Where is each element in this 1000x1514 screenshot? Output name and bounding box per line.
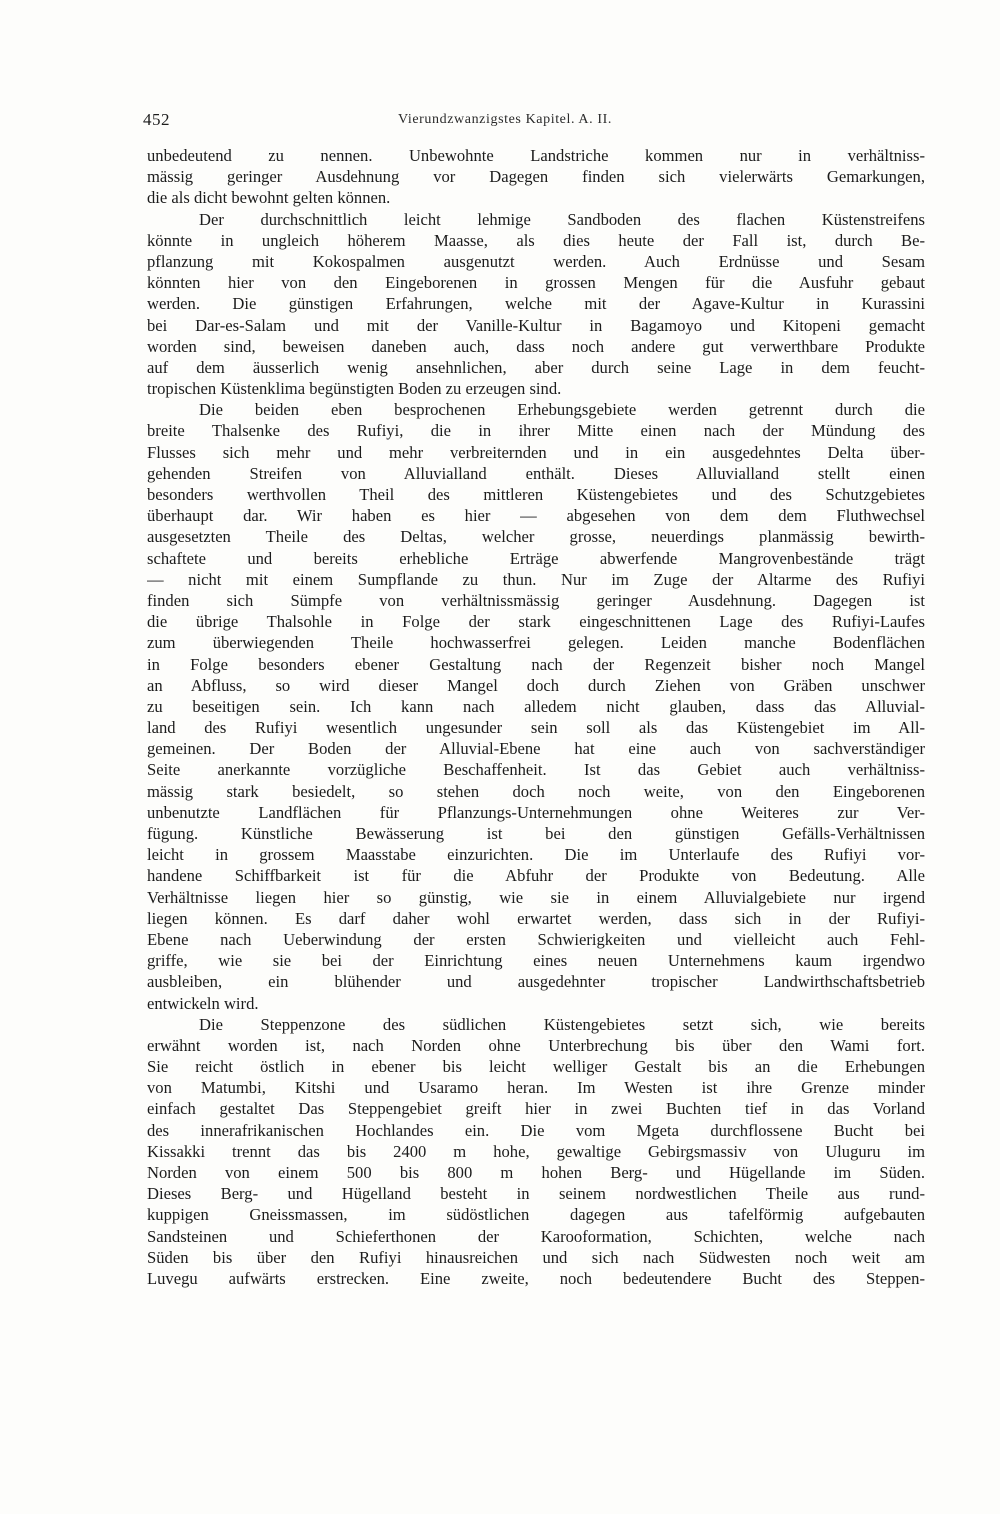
text-line: Sie reicht östlich in ebener bis leicht welliger Gestalt bis an die Erhebungen (147, 1057, 925, 1077)
text-line: mässig geringer Ausdehnung vor Dagegen finden sich vielerwärts Gemarkungen, (147, 167, 925, 187)
running-head (143, 110, 928, 134)
text-line: einfach gestaltet Das Steppengebiet greift hier in zwei Buchten tief in das Vorland (147, 1099, 925, 1119)
text-line: tropischen Küstenklima begünstigten Boden zu erzeugen sind. (147, 379, 562, 399)
text-line: Seite anerkannte vorzügliche Beschaffenheit. Ist das Gebiet auch verhältniss- (147, 760, 925, 780)
text-line: in Folge besonders ebener Gestaltung nach der Regenzeit bisher noch Mangel (147, 654, 925, 674)
text-line: unbenutzte Landflächen für Pflanzungs-Unternehmungen ohne Weiteres zur Ver- (147, 802, 925, 822)
text-line: an Abfluss, so wird dieser Mangel doch durch Ziehen von Gräben unschwer (147, 675, 925, 695)
text-line: mässig stark besiedelt, so stehen doch noch weite, von den Eingeborenen (147, 781, 925, 801)
text-line: könnte in ungleich höherem Maasse, als dies heute der Fall ist, durch Be- (147, 230, 925, 250)
text-line: Die Steppenzone des südlichen Küstengebietes setzt sich, wie bereits (199, 1014, 925, 1034)
text-line: bei Dar-es-Salam und mit der Vanille-Kultur in Bagamoyo und Kitopeni gemacht (147, 315, 925, 335)
text-line: — nicht mit einem Sumpflande zu thun. Nur im Zuge der Altarme des Rufiyi (147, 569, 925, 589)
text-line: breite Thalsenke des Rufiyi, die in ihrer Mitte einen nach der Mündung des (147, 421, 925, 441)
text-line: liegen können. Es darf daher wohl erwartet werden, dass sich in der Rufiyi- (147, 908, 925, 928)
text-line: erwähnt worden ist, nach Norden ohne Unterbrechung bis über den Wami fort. (147, 1035, 925, 1055)
text-line: Dieses Berg- und Hügelland besteht in seinem nordwestlichen Theile aus rund- (147, 1184, 925, 1204)
text-line: Sandsteinen und Schieferthonen der Karooformation, Schichten, welche nach (147, 1226, 925, 1246)
text-line: des innerafrikanischen Hochlandes ein. Die vom Mgeta durchflossene Bucht bei (147, 1120, 925, 1140)
page-number: 452 (143, 110, 170, 129)
text-line: unbedeutend zu nennen. Unbewohnte Landstriche kommen nur in verhältniss- (147, 146, 925, 165)
text-line: ausbleiben, ein blühender und ausgedehnter tropischer Landwirthschaftsbetrieb (147, 972, 925, 992)
text-line: gehenden Streifen von Alluvialland enthält. Dieses Alluvialland stellt einen (147, 463, 925, 483)
text-line: handene Schiffbarkeit ist für die Abfuhr der Produkte von Bedeutung. Alle (147, 866, 925, 886)
text-line: die übrige Thalsohle in Folge der stark eingeschnittenen Lage des Rufiyi-Laufes (147, 612, 925, 632)
text-line: leicht in grossem Maasstabe einzurichten. Die im Unterlaufe des Rufiyi vor- (147, 845, 925, 865)
text-line: Norden von einem 500 bis 800 m hohen Berg- und Hügellande im Süden. (147, 1163, 925, 1182)
text-line: fügung. Künstliche Bewässerung ist bei den günstigen Gefälls-Verhältnissen (147, 824, 925, 843)
text-line: Süden bis über den Rufiyi hinausreichen und sich nach Südwesten noch weit am (147, 1247, 925, 1267)
text-line: worden sind, beweisen daneben auch, dass noch andere gut verwerthbare Produkte (147, 336, 925, 356)
text-line: pflanzung mit Kokospalmen ausgenutzt werden. Auch Erdnüsse und Sesam (147, 251, 925, 271)
text-line: Kissakki trennt das bis 2400 m hohe, gewaltige Gebirgsmassiv von Uluguru im (147, 1141, 925, 1161)
text-line: finden sich Sümpfe von verhältnissmässig geringer Ausdehnung. Dagegen ist (147, 590, 925, 610)
text-line: Ebene nach Ueberwindung der ersten Schwierigkeiten und vielleicht auch Fehl- (147, 929, 925, 949)
text-line: ausgesetzten Theile des Deltas, welcher grosse, neuerdings planmässig bewirth- (147, 527, 925, 547)
text-line: gemeinen. Der Boden der Alluvial-Ebene hat eine auch von sachverständiger (147, 739, 925, 759)
text-line: Verhältnisse liegen hier so günstig, wie sie in einem Alluvialgebiete nur irgend (147, 887, 925, 907)
text-line: zu beseitigen sein. Ich kann nach alledem nicht glauben, dass das Alluvial- (147, 696, 925, 716)
text-line: land des Rufiyi wesentlich ungesunder sein soll als das Küstengebiet im All- (147, 718, 925, 738)
text-line: Der durchschnittlich leicht lehmige Sandboden des flachen Küstenstreifens (199, 209, 925, 229)
text-line: auf dem äusserlich wenig ansehnlichen, aber durch seine Lage in dem feucht- (147, 357, 925, 377)
text-line: Die beiden eben besprochenen Erhebungsgebiete werden getrennt durch die (199, 400, 925, 420)
text-line: schaftete und bereits erhebliche Erträge abwerfende Mangrovenbestände trägt (147, 548, 925, 568)
text-line: zum überwiegenden Theile hochwasserfrei gelegen. Leiden manche Bodenflächen (147, 633, 925, 653)
text-line: Flusses sich mehr und mehr verbreiternden und in ein ausgedehntes Delta über- (147, 442, 925, 462)
body-text (147, 145, 925, 1289)
text-line: kuppigen Gneissmassen, im südöstlichen dagegen aus tafelförmig aufgebauten (147, 1205, 925, 1225)
text-line: griffe, wie sie bei der Einrichtung eines neuen Unternehmens kaum irgendwo (147, 951, 925, 971)
text-line: die als dicht bewohnt gelten können. (147, 188, 391, 208)
running-title: Vierundzwanzigstes Kapitel. A. II. (398, 112, 612, 127)
text-line: könnten hier von den Eingeborenen in grossen Mengen für die Ausfuhr gebaut (147, 273, 925, 293)
text-line: von Matumbi, Kitshi und Usaramo heran. Im Westen ist ihre Grenze minder (147, 1078, 925, 1098)
text-line: werden. Die günstigen Erfahrungen, welche mit der Agave-Kultur in Kurassini (147, 294, 925, 314)
text-line: überhaupt dar. Wir haben es hier — abgesehen von dem dem Fluthwechsel (147, 506, 925, 526)
text-line: Luvegu aufwärts erstrecken. Eine zweite, noch bedeutendere Bucht des Steppen- (147, 1268, 925, 1288)
text-line: entwickeln wird. (147, 993, 259, 1013)
text-line: besonders werthvollen Theil des mittleren Küstengebietes und des Schutzgebietes (147, 485, 925, 504)
